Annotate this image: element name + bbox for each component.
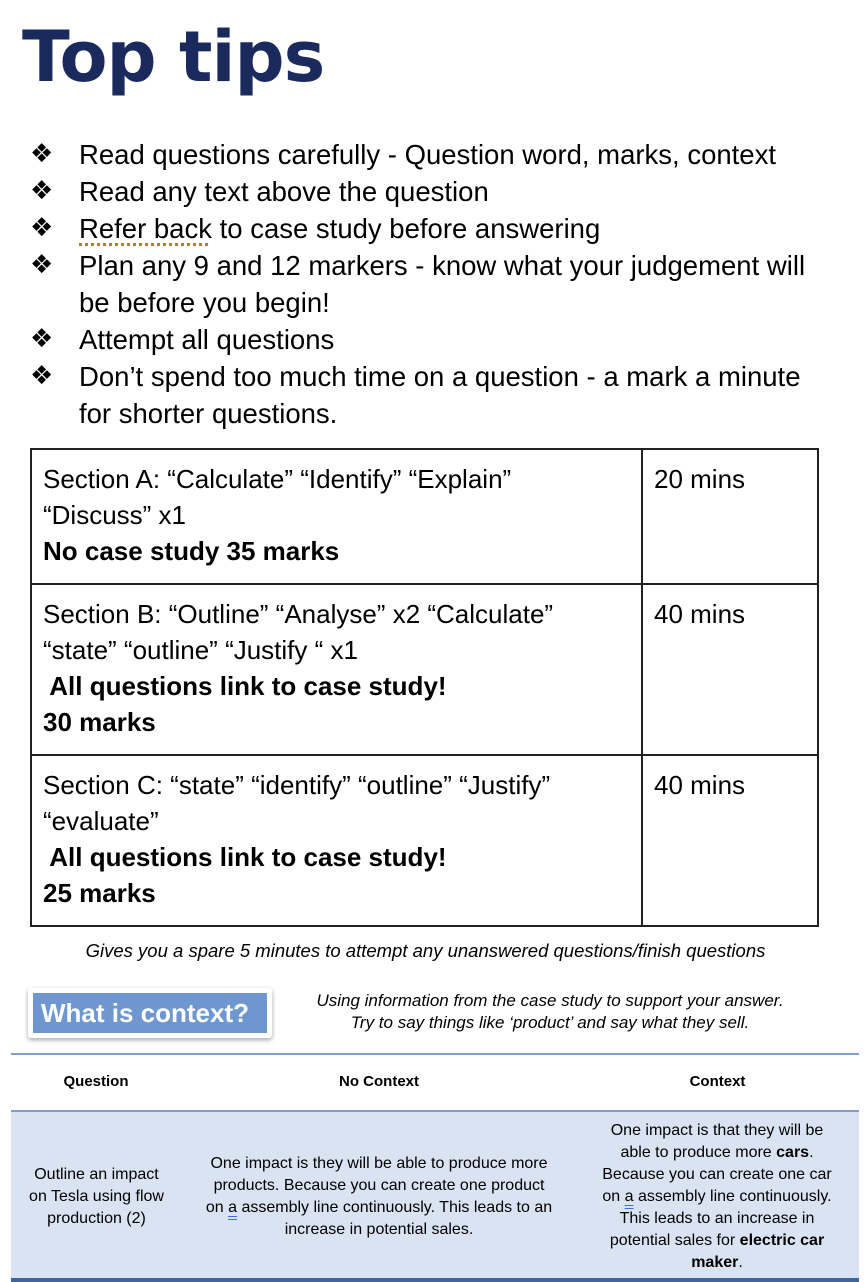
- context-cell: One impact is that they will be able to produce more cars. Because you can create one car on a assembly line continuously. This leads to an increase in potential sales for electric car maker.: [602, 1122, 832, 1271]
- spelling-flag: a: [228, 1199, 237, 1216]
- sections-table: [30, 448, 819, 927]
- spelling-flag: a: [624, 1188, 634, 1205]
- column-header-no-context: No Context: [339, 1073, 419, 1090]
- column-header-question: Question: [63, 1073, 129, 1090]
- section-time: 20 mins: [642, 449, 818, 584]
- table-top-rule: [11, 1053, 859, 1055]
- column-header-context: Context: [689, 1073, 746, 1090]
- tip-item: ❖ Read any text above the question: [30, 173, 850, 210]
- context-description: Using information from the case study to support your answer. Try to say things like ‘product’ and say what they sell.: [316, 991, 784, 1032]
- section-time: 40 mins: [642, 755, 818, 926]
- page-title: Top tips: [22, 16, 325, 98]
- tips-list: [30, 136, 850, 432]
- tip-item: ❖ Refer back to case study before answering: [30, 210, 850, 247]
- section-row: [31, 449, 818, 584]
- section-row: [31, 755, 818, 926]
- section-description: Section B: “Outline” “Analyse” x2 “Calculate” “state” “outline” “Justify “ x1 All questions link to case study! 30 marks: [31, 584, 642, 755]
- tip-item: ❖ Read questions carefully - Question word, marks, context: [30, 136, 850, 173]
- diamond-cluster-icon: ❖: [30, 324, 54, 354]
- what-is-context-label: What is context?: [33, 993, 267, 1033]
- what-is-context-box: [28, 988, 272, 1038]
- question-cell: Outline an impact on Tesla using flow production (2): [29, 1166, 164, 1227]
- section-description: Section C: “state” “identify” “outline” “Justify” “evaluate” All questions link to case study! 25 marks: [31, 755, 642, 926]
- no-context-cell: One impact is they will be able to produce more products. Because you can create one product on a assembly line continuously. This leads to an increase in potential sales.: [205, 1155, 553, 1238]
- tip-item: ❖ Don’t spend too much time on a question - a mark a minute for shorter questions.: [30, 358, 850, 432]
- tip-underlined-text: Refer back: [79, 213, 212, 244]
- tip-item: ❖ Plan any 9 and 12 markers - know what your judgement will be before you begin!: [30, 247, 850, 321]
- section-time: 40 mins: [642, 584, 818, 755]
- tip-item: ❖ Attempt all questions: [30, 321, 850, 358]
- spare-time-note: Gives you a spare 5 minutes to attempt any unanswered questions/finish questions: [85, 940, 766, 961]
- diamond-cluster-icon: ❖: [30, 139, 54, 169]
- section-row: [31, 584, 818, 755]
- diamond-cluster-icon: ❖: [30, 176, 54, 206]
- diamond-cluster-icon: ❖: [30, 361, 54, 391]
- section-description: Section A: “Calculate” “Identify” “Explain” “Discuss” x1 No case study 35 marks: [31, 449, 642, 584]
- table-bottom-rule: [11, 1278, 859, 1282]
- diamond-cluster-icon: ❖: [30, 250, 54, 280]
- diamond-cluster-icon: ❖: [30, 213, 54, 243]
